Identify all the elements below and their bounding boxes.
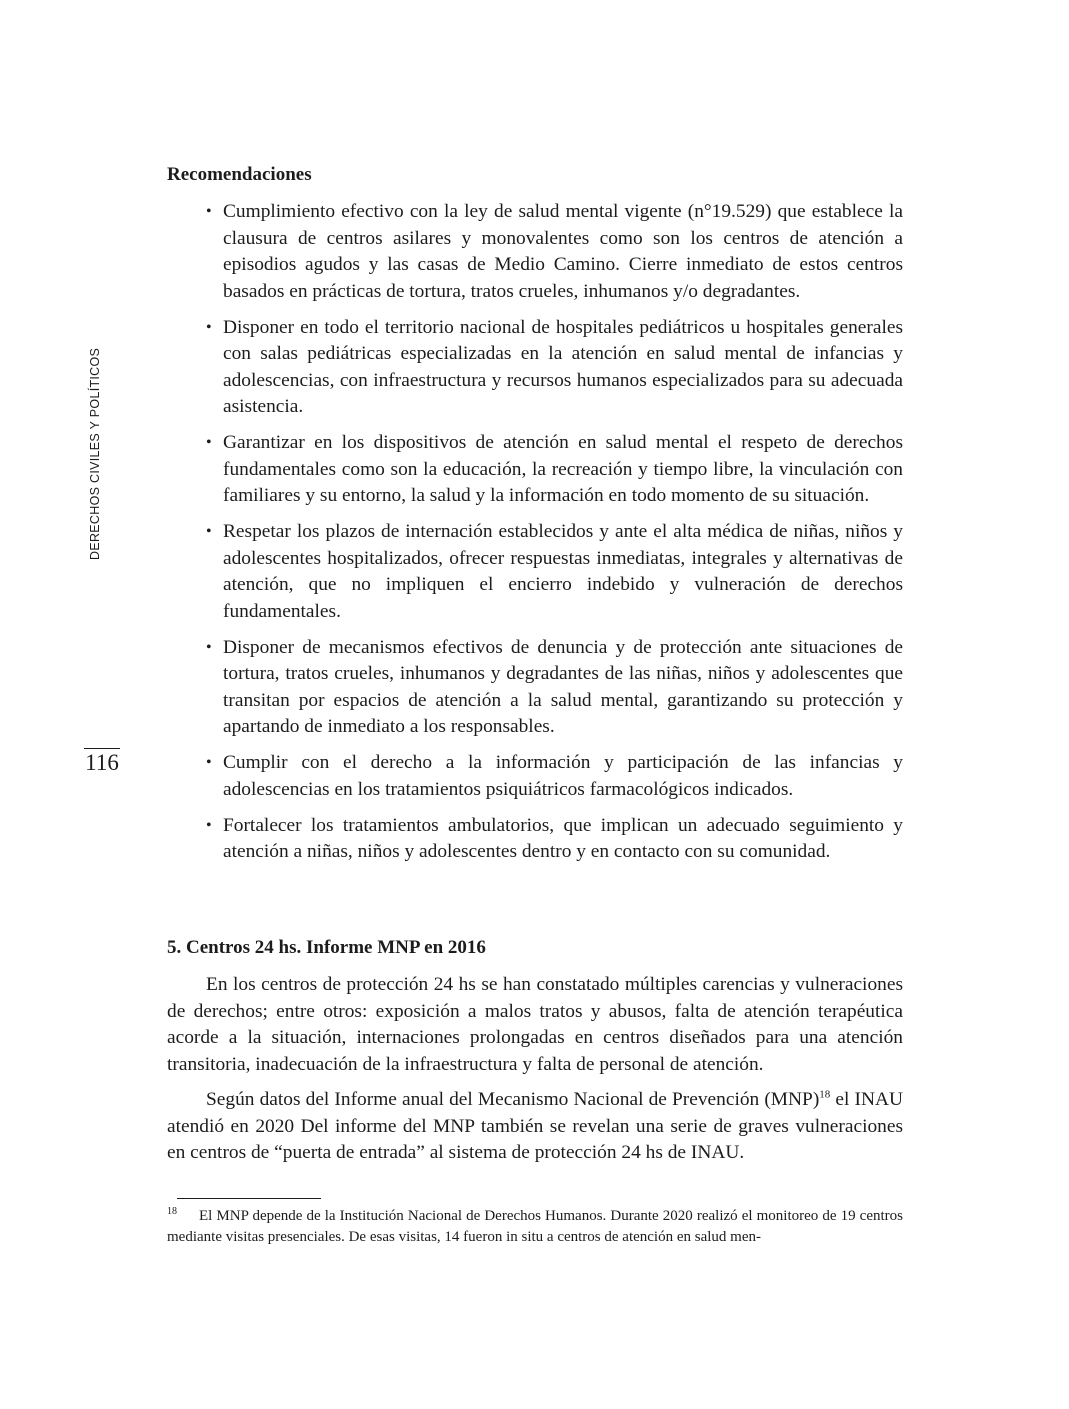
recommendation-text: Respetar los plazos de internación establecidos y ante el alta médica de niñas, niños y adolescentes hospitalizados, ofrecer respuestas inmediatas, integrales y alternativas de atención, que no impliquen el encierro indebido y vulneración de derechos fundamentales. (223, 521, 903, 622)
section-paragraph: En los centros de protección 24 hs se han constatado múltiples carencias y vulneraciones de derechos; entre otros: exposición a malos tratos y abusos, falta de atención terapéutica acorde a la situación, internaciones prolongadas en centros diseñados para una atención transitoria, inadecuación de la infraestructura y falta de personal de atención. (167, 974, 903, 1075)
bullet-icon: • (206, 816, 212, 834)
recommendation-text: Cumplimiento efectivo con la ley de salud mental vigente (n°19.529) que establece la clausura de centros asilares y monovalentes como son los centros de atención a episodios agudos y las casas de Medio Camino. Cierre inmediato de estos centros basados en prácticas de tortura, tratos crueles, inhumanos y/o degradantes. (223, 201, 903, 302)
recommendation-item (206, 315, 903, 421)
recommendation-text: Cumplir con el derecho a la información y participación de las infancias y adolescencias en los tratamientos psiquiátricos farmacológicos indicados. (223, 752, 903, 800)
recommendation-item (206, 430, 903, 510)
bullet-icon: • (206, 203, 212, 220)
recommendation-item (206, 813, 903, 866)
bullet-icon: • (206, 523, 212, 540)
bullet-icon: • (206, 638, 212, 656)
footnote-number: 18 (167, 1206, 177, 1217)
recommendation-item (206, 199, 903, 305)
recommendations-list (206, 199, 903, 875)
recommendation-text: Garantizar en los dispositivos de atención en salud mental el respeto de derechos fundamentales como son la educación, la recreación y tiempo libre, la vinculación con familiares y su entorno, la salud y la información en todo momento de su situación. (223, 432, 903, 506)
paragraph-text: el INAU atendió en 2020 Del informe del MNP también se revelan una serie de graves vulneraciones en centros de “puerta de entrada” al sistema de protección 24 hs de INAU. (167, 1089, 903, 1163)
recommendation-text: Fortalecer los tratamientos ambulatorios, que implican un adecuado seguimiento y atención a niñas, niños y adolescentes dentro y en contacto con su comunidad. (223, 814, 903, 862)
recommendation-item (206, 519, 903, 625)
section-heading: 5. Centros 24 hs. Informe MNP en 2016 (167, 937, 486, 958)
recommendation-item (206, 635, 903, 741)
footnote (167, 1206, 903, 1248)
recommendation-text: Disponer en todo el territorio nacional de hospitales pediátricos u hospitales generales con salas pediátricas especializadas en la atención en salud mental de infancias y adolescencias, con infraestructura y recursos humanos especializados para su adecuada asistencia. (223, 316, 903, 417)
section-body (167, 972, 903, 1176)
section-paragraph (167, 1087, 903, 1167)
running-section-label: DERECHOS CIVILES Y POLÍTICOS (88, 347, 102, 560)
recommendations-heading: Recomendaciones (167, 164, 312, 185)
bullet-icon: • (206, 318, 212, 336)
recommendation-text: Disponer de mecanismos efectivos de denuncia y de protección ante situaciones de tortura, tratos crueles, inhumanos y degradantes de las niñas, niños y adolescentes que transitan por espacios de atención a la salud mental, garantizando su protección y apartando de inmediato a los responsables. (223, 636, 903, 737)
footnote-reference[interactable]: 18 (819, 1088, 831, 1101)
recommendation-item (206, 750, 903, 803)
footnote-rule (177, 1198, 321, 1199)
paragraph-text: Según datos del Informe anual del Mecanismo Nacional de Prevención (MNP) (206, 1089, 820, 1110)
page-number: 116 (85, 750, 119, 775)
bullet-icon: • (206, 754, 212, 771)
bullet-icon: • (206, 434, 212, 451)
footnote-text: El MNP depende de la Institución Nacional de Derechos Humanos. Durante 2020 realizó el monitoreo de 19 centros mediante visitas presenciales. De esas visitas, 14 fueron in situ a centros de atención en salud men- (167, 1208, 903, 1245)
